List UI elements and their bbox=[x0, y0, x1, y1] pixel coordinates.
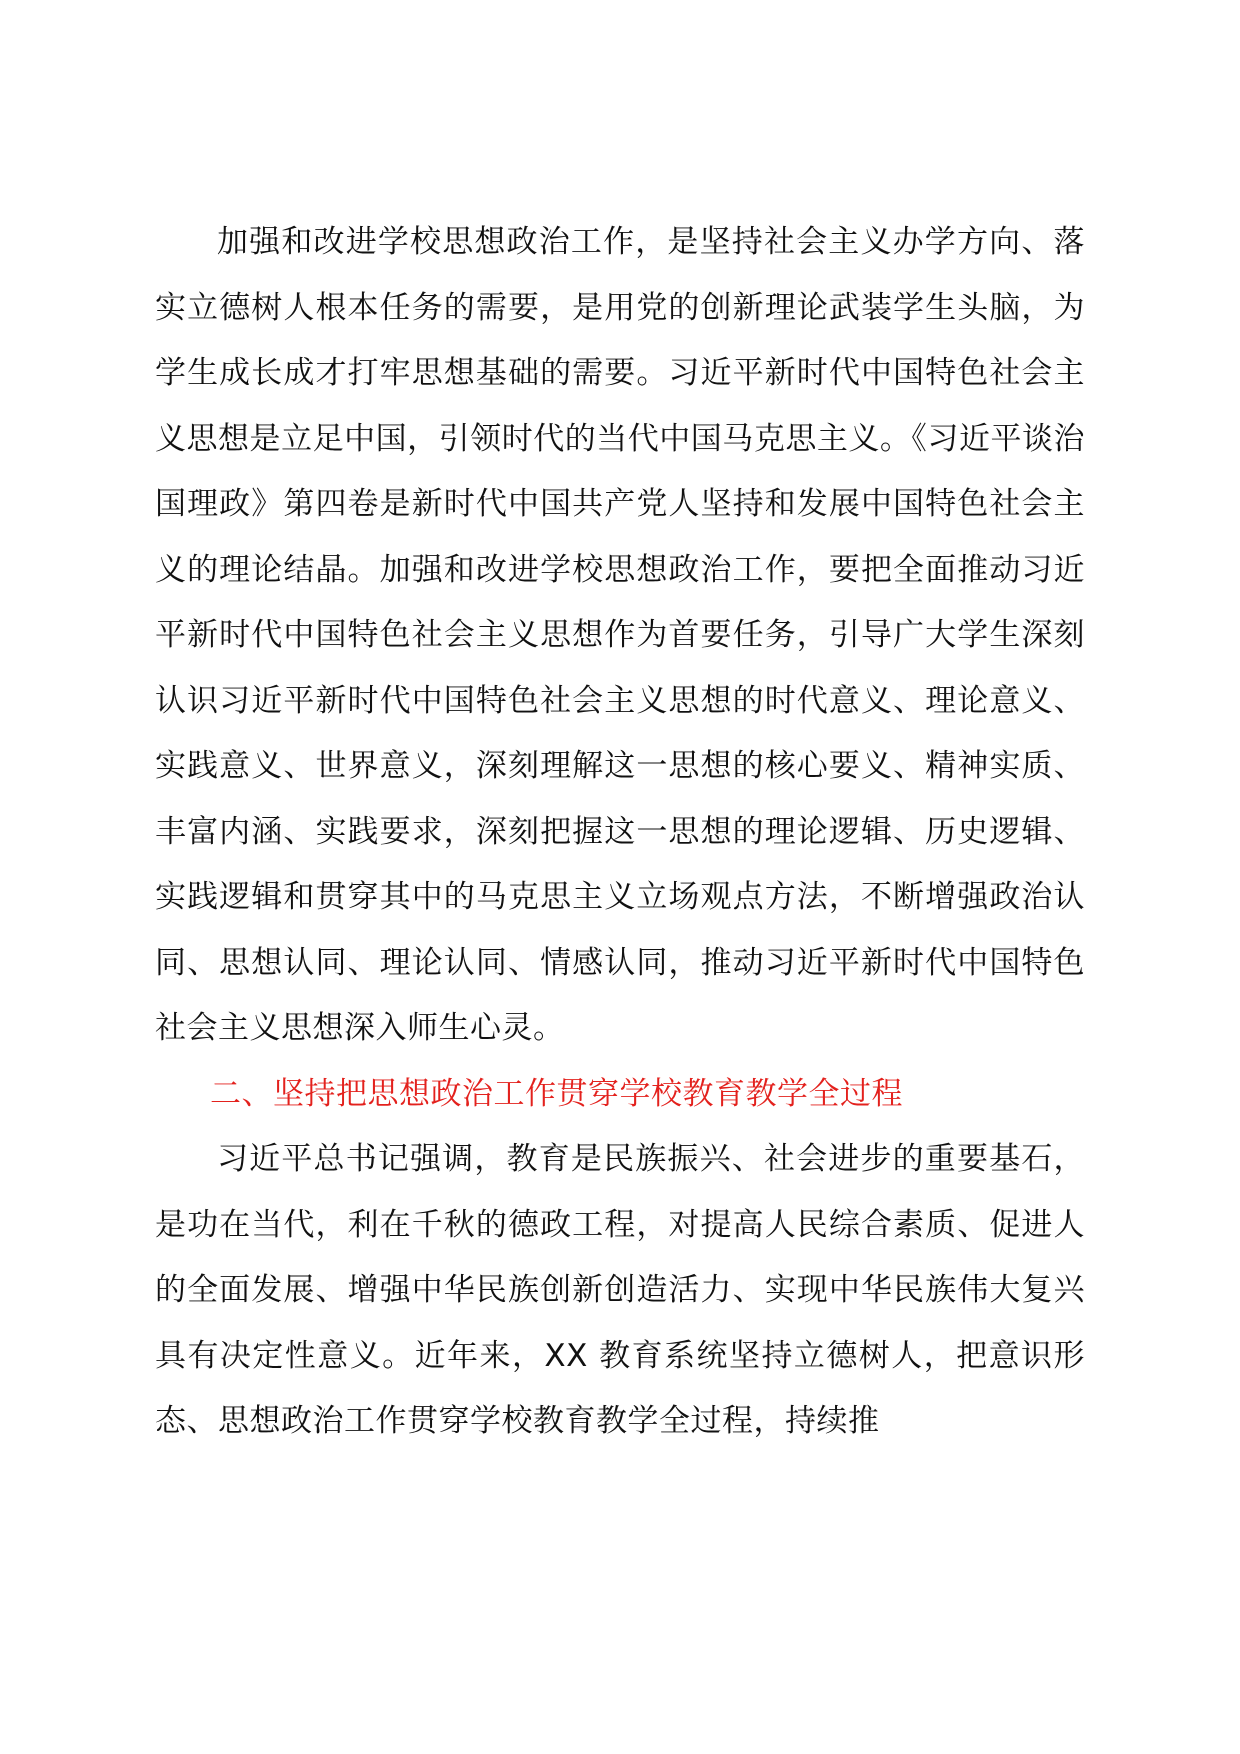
body-paragraph: 加强和改进学校思想政治工作，是坚持社会主义办学方向、落实立德树人根本任务的需要，是用党的创新理论武装学生头脑，为学生成长成才打牢思想基础的需要。习近平新时代中国特色社会主义思想是立足中国，引领时代的当代中国马克思主义。《习近平谈治国理政》第四卷是新时代中国共产党人坚持和发展中国特色社会主义的理论结晶。加强和改进学校思想政治工作，要把全面推动习近平新时代中国特色社会主义思想作为首要任务，引导广大学生深刻认识习近平新时代中国特色社会主义思想的时代意义、理论意义、实践意义、世界意义，深刻理解这一思想的核心要义、精神实质、丰富内涵、实践要求，深刻把握这一思想的理论逻辑、历史逻辑、实践逻辑和贯穿其中的马克思主义立场观点方法，不断增强政治认同、思想认同、理论认同、情感认同，推动习近平新时代中国特色社会主义思想深入师生心灵。 bbox=[155, 224, 1085, 1046]
section-heading: 二、坚持把思想政治工作贯穿学校教育教学全过程 bbox=[210, 1075, 903, 1112]
document-body bbox=[155, 210, 1085, 1455]
body-paragraph: 习近平总书记强调，教育是民族振兴、社会进步的重要基石，是功在当代，利在千秋的德政工程，对提高人民综合素质、促进人的全面发展、增强中华民族创新创造活力、实现中华民族伟大复兴具有决定性意义。近年来，XX 教育系统坚持立德树人，把意识形态、思想政治工作贯穿学校教育教学全过程，持续推 bbox=[155, 1141, 1085, 1439]
